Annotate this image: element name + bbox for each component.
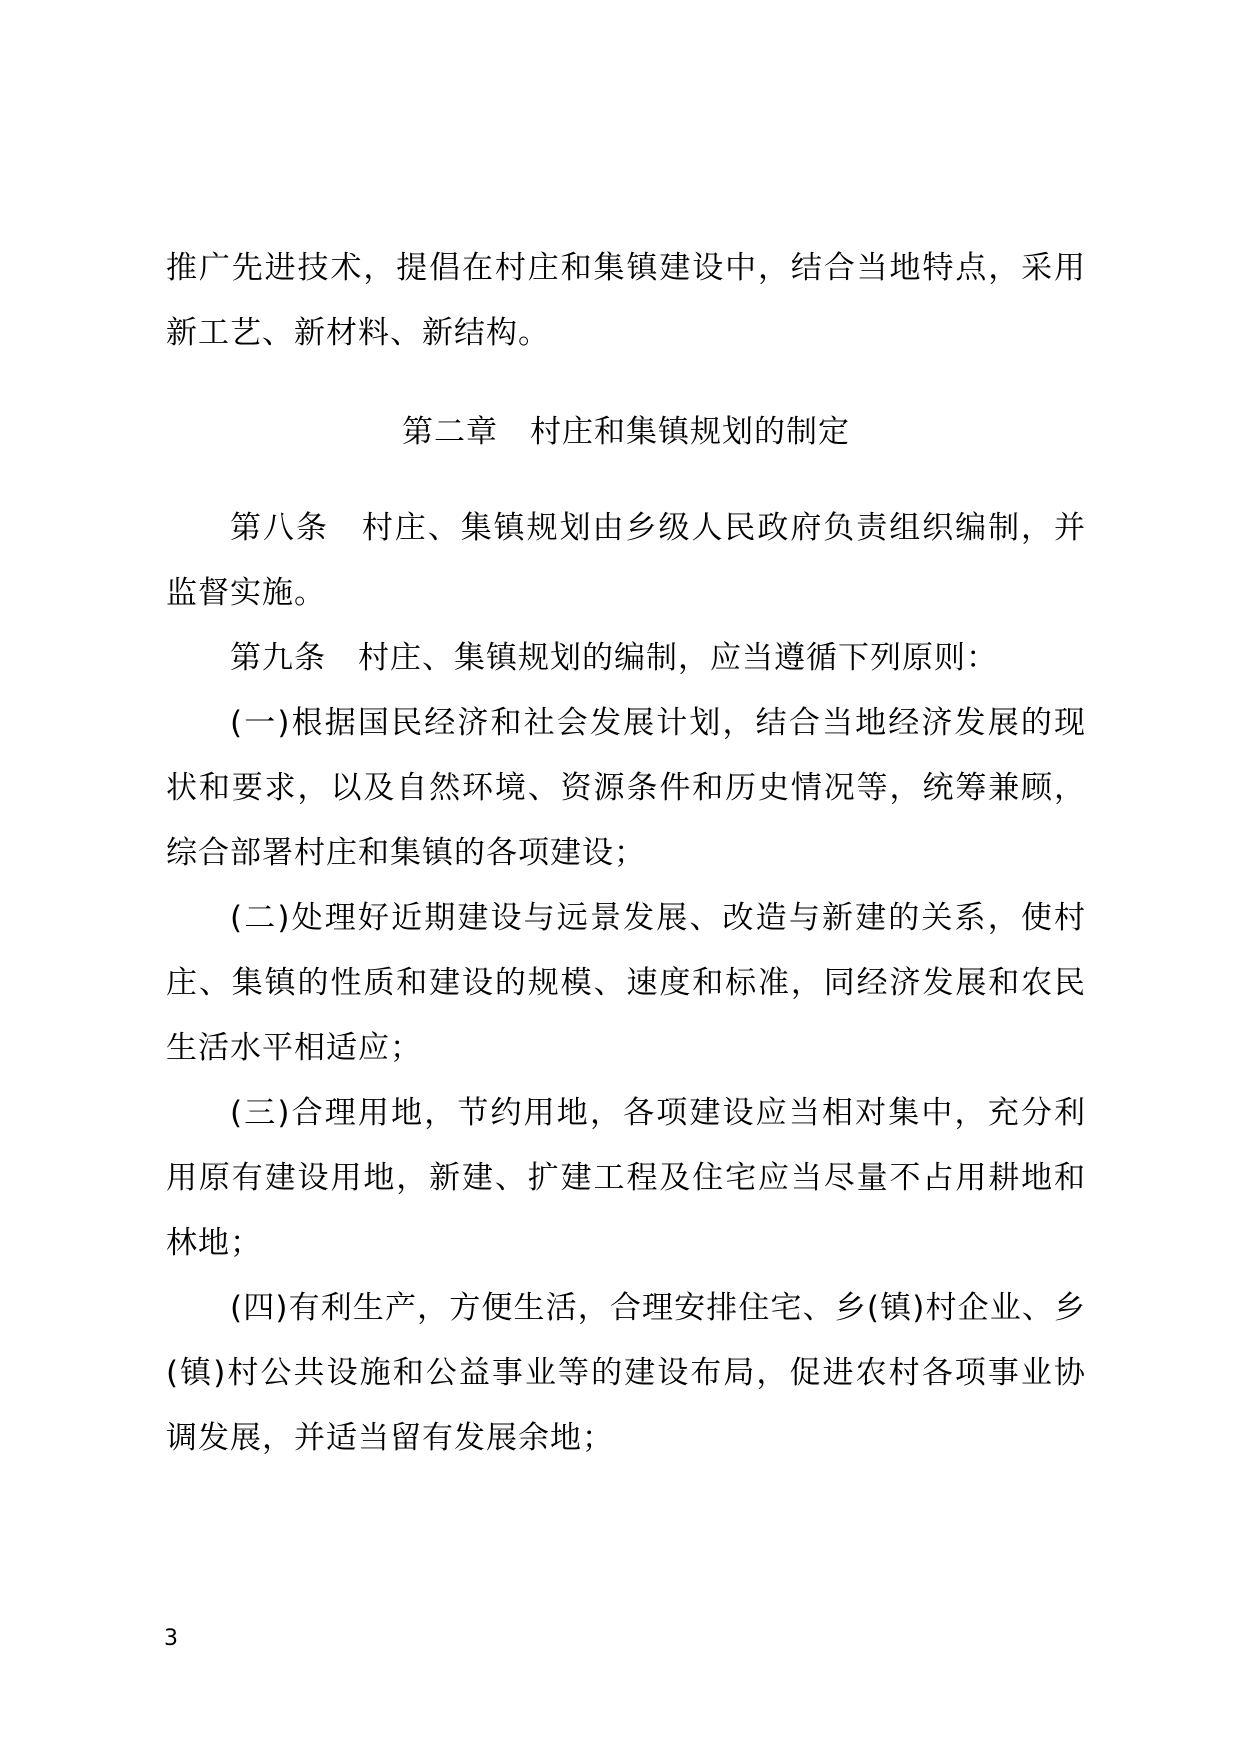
principle-item-2: (二)处理好近期建设与远景发展、改造与新建的关系，使村庄、集镇的性质和建设的规模、速度和标准，同经济发展和农民生活水平相适应；	[166, 900, 1086, 1066]
principle-item-4: (四)有利生产，方便生活，合理安排住宅、乡(镇)村企业、乡(镇)村公共设施和公益事业等的建设布局，促进农村各项事业协调发展，并适当留有发展余地；	[166, 1290, 1086, 1456]
chapter-title: 第二章 村庄和集镇规划的制定	[402, 414, 850, 450]
principle-item-3: (三)合理用地，节约用地，各项建设应当相对集中，充分利用原有建设用地，新建、扩建工程及住宅应当尽量不占用耕地和林地；	[166, 1095, 1086, 1261]
articles-block	[166, 496, 1086, 1471]
article-9-paragraph: 第九条 村庄、集镇规划的编制，应当遵循下列原则：	[230, 640, 998, 676]
continuation-block	[166, 236, 1086, 366]
page-number: 3	[164, 1626, 178, 1651]
principle-item-1: (一)根据国民经济和社会发展计划，结合当地经济发展的现状和要求，以及自然环境、资源条件和历史情况等，统筹兼顾，综合部署村庄和集镇的各项建设；	[166, 705, 1086, 871]
article-8-paragraph: 第八条 村庄、集镇规划由乡级人民政府负责组织编制，并监督实施。	[166, 510, 1086, 611]
continuation-paragraph: 推广先进技术，提倡在村庄和集镇建设中，结合当地特点，采用新工艺、新材料、新结构。	[166, 250, 1086, 351]
